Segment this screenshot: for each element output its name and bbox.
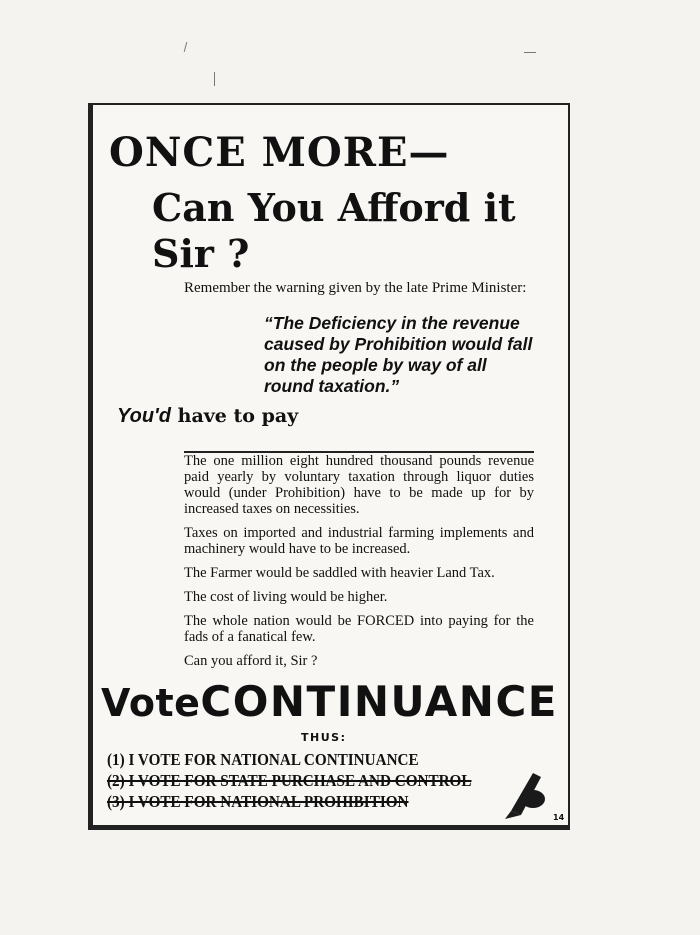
headline-afford-line-2: Sir ? [152,231,250,276]
ballot-example [107,749,547,812]
vote-word: CONTINUANCE [200,677,558,726]
subheading-rest: have to pay [171,405,299,427]
page-speck [184,42,188,52]
ballot-line-state-purchase: (2) I VOTE FOR STATE PURCHASE AND CONTROL [107,771,472,790]
vote-prefix: Vote [101,681,201,725]
subheading-italic: You'd [117,405,172,427]
paragraph-afford: Can you afford it, Sir ? [184,653,318,669]
body-paragraphs [184,437,534,677]
page-speck [214,72,215,86]
page-number: 14 [553,813,565,822]
headline-once-more: ONCE MORE— [109,129,450,176]
headline-afford [152,185,516,277]
subheading [117,405,298,428]
paragraph-taxes: Taxes on imported and industrial farming implements and machinery would have to be increased. [184,525,534,557]
headline-afford-line-1: Can You Afford it [152,185,516,230]
thus-label: THUS: [301,731,347,744]
paragraph-revenue: The one million eight hundred thousand pounds revenue paid yearly by voluntary taxation through liquor duties would (under Prohibition) have to be made up for by increased taxes on necessities. [184,453,534,517]
page-speck [524,52,536,53]
paragraph-cost-of-living: The cost of living would be higher. [184,589,388,605]
ballot-line-prohibition: (3) I VOTE FOR NATIONAL PROHIBITION [107,792,409,811]
paragraph-forced: The whole nation would be FORCED into paying for the fads of a fanatical few. [184,613,534,645]
paragraph-farmer: The Farmer would be saddled with heavier Land Tax. [184,565,495,581]
pencil-in-hand-icon [503,765,547,825]
advertisement [88,103,570,830]
vote-banner [101,677,558,726]
ballot-line-continuance: (1) I VOTE FOR NATIONAL CONTINUANCE [107,750,419,769]
prime-minister-quote: “The Deficiency in the revenue caused by Prohibition would fall on the people by way of all round taxation.” [264,313,533,396]
intro-text: Remember the warning given by the late Prime Minister: [184,280,527,296]
